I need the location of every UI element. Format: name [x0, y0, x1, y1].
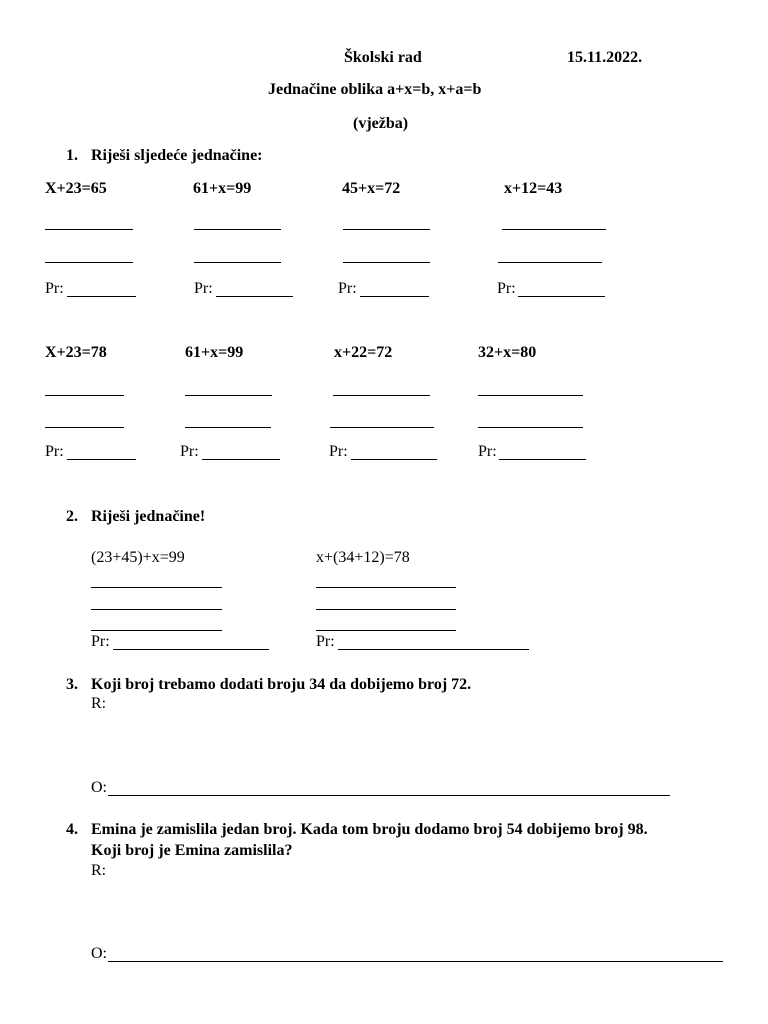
task1-equation: 45+x=72: [342, 180, 401, 197]
check-label: Pr:: [497, 280, 516, 297]
task4-number: 4.: [66, 821, 78, 838]
check-label: Pr:: [338, 280, 357, 297]
task1-equation: X+23=78: [45, 344, 107, 361]
check-line[interactable]: [499, 459, 586, 460]
answer-line[interactable]: [343, 229, 430, 230]
answer-line[interactable]: [316, 630, 456, 631]
answer-line[interactable]: [45, 395, 124, 396]
answer-line[interactable]: [185, 427, 271, 428]
check-label: Pr:: [45, 280, 64, 297]
answer-line[interactable]: [333, 395, 430, 396]
answer-line[interactable]: [91, 587, 222, 588]
answer-line[interactable]: [343, 262, 430, 263]
check-label: Pr:: [329, 443, 348, 460]
solution-label: R:: [91, 862, 107, 879]
answer-line[interactable]: [478, 395, 583, 396]
answer-line[interactable]: [478, 427, 583, 428]
answer-line[interactable]: [91, 630, 222, 631]
answer-line[interactable]: [185, 395, 272, 396]
check-line[interactable]: [360, 296, 429, 297]
worksheet-note: (vježba): [353, 115, 409, 132]
task2-instruction: Riješi jednačine!: [91, 508, 206, 525]
check-line[interactable]: [216, 296, 293, 297]
answer-line[interactable]: [108, 795, 670, 796]
answer-line[interactable]: [45, 262, 133, 263]
worksheet-subtitle: Jednačine oblika a+x=b, x+a=b: [268, 81, 482, 98]
answer-label: O:: [91, 945, 107, 962]
answer-line[interactable]: [194, 262, 281, 263]
answer-line[interactable]: [330, 427, 434, 428]
check-label: Pr:: [194, 280, 213, 297]
task1-equation: 61+x=99: [193, 180, 252, 197]
task1-equation: X+23=65: [45, 180, 107, 197]
task4-question: Emina je zamislila jedan broj. Kada tom broju dodamo broj 54 dobijemo broj 98.: [91, 821, 648, 838]
task1-number: 1.: [66, 147, 78, 164]
check-line[interactable]: [338, 649, 529, 650]
task4-question: Koji broj je Emina zamislila?: [91, 842, 293, 859]
check-label: Pr:: [478, 443, 497, 460]
check-line[interactable]: [518, 296, 605, 297]
answer-line[interactable]: [108, 961, 723, 962]
task1-equation: x+22=72: [334, 344, 393, 361]
check-line[interactable]: [67, 296, 136, 297]
answer-line[interactable]: [502, 229, 606, 230]
answer-line[interactable]: [91, 609, 222, 610]
check-line[interactable]: [351, 459, 437, 460]
solution-label: R:: [91, 695, 107, 712]
check-label: Pr:: [316, 633, 335, 650]
answer-label: O:: [91, 779, 107, 796]
task2-equation: x+(34+12)=78: [316, 549, 410, 566]
check-line[interactable]: [113, 649, 269, 650]
answer-line[interactable]: [45, 229, 133, 230]
task1-instruction: Riješi sljedeće jednačine:: [91, 147, 263, 164]
answer-line[interactable]: [316, 609, 456, 610]
answer-line[interactable]: [316, 587, 456, 588]
task3-question: Koji broj trebamo dodati broju 34 da dobijemo broj 72.: [91, 676, 472, 693]
task3-number: 3.: [66, 676, 78, 693]
task1-equation: 32+x=80: [478, 344, 537, 361]
answer-line[interactable]: [45, 427, 124, 428]
check-line[interactable]: [67, 459, 136, 460]
task2-number: 2.: [66, 508, 78, 525]
answer-line[interactable]: [194, 229, 281, 230]
task1-equation: x+12=43: [504, 180, 563, 197]
worksheet-title: Školski rad: [344, 49, 422, 66]
worksheet-date: 15.11.2022.: [567, 49, 643, 66]
check-line[interactable]: [202, 459, 280, 460]
task2-equation: (23+45)+x=99: [91, 549, 185, 566]
check-label: Pr:: [91, 633, 110, 650]
check-label: Pr:: [180, 443, 199, 460]
check-label: Pr:: [45, 443, 64, 460]
answer-line[interactable]: [498, 262, 602, 263]
task1-equation: 61+x=99: [185, 344, 244, 361]
